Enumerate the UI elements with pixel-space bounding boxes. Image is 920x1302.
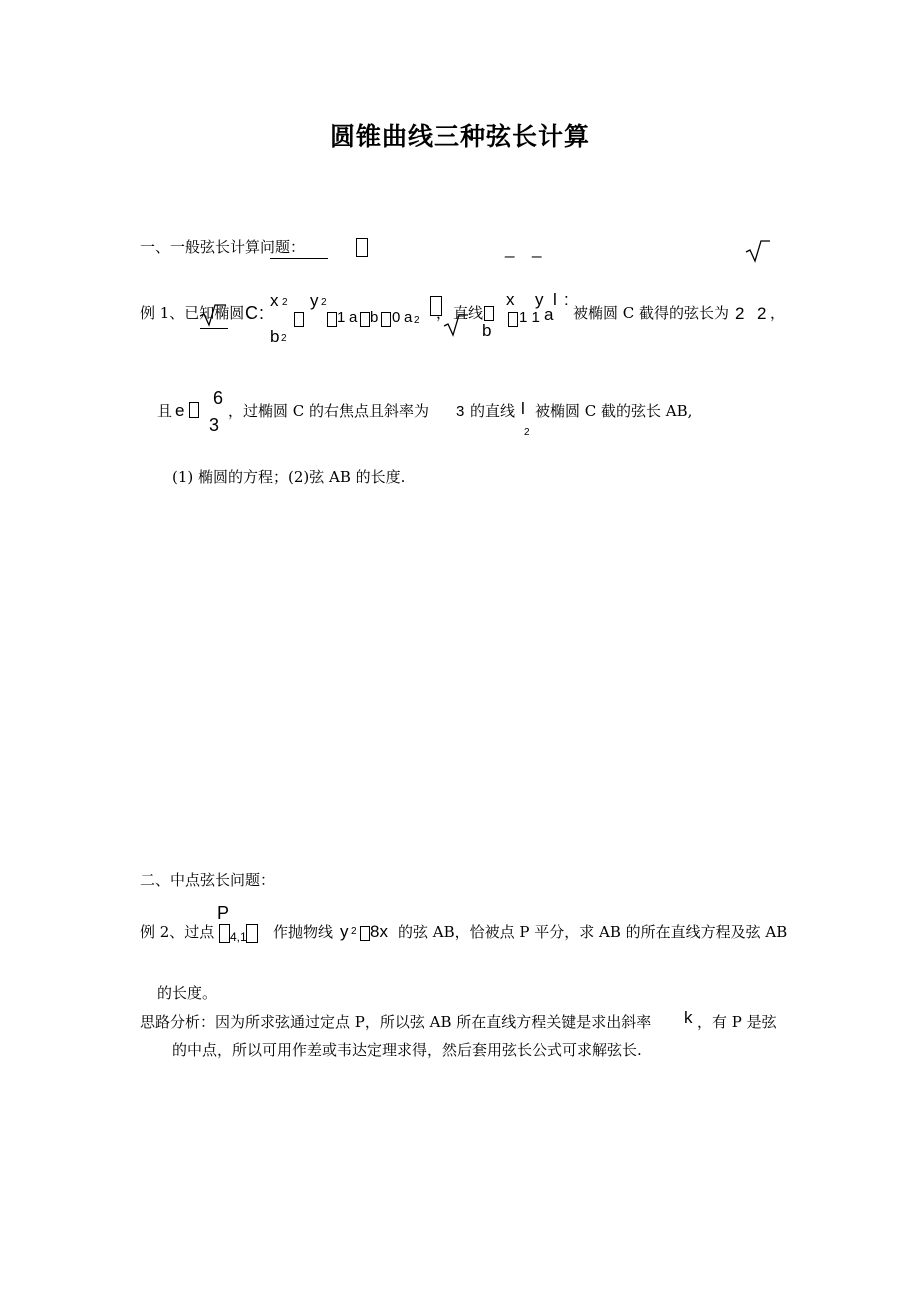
sqrt-radical-icon — [746, 240, 770, 262]
point-coordinates: 4,1 — [230, 930, 247, 944]
line-name-l: l — [521, 399, 525, 418]
var-x: x — [506, 290, 515, 309]
number-2: 2 — [735, 304, 745, 323]
point-P: P — [217, 903, 230, 923]
dash-mark: _ — [505, 239, 515, 258]
example2-label: 例 2、过点 — [140, 923, 215, 941]
word-line: 直线 — [453, 304, 484, 322]
ellipse-name-C: C — [245, 303, 258, 323]
missing-glyph-box — [294, 312, 304, 327]
missing-glyph-box — [356, 238, 368, 257]
analysis-line2: 的中点，所以可用作差或韦达定理求得，然后套用弦长公式可求解弦长. — [172, 1041, 642, 1059]
var-x: x — [270, 291, 279, 310]
example1-label: 例 1、已知椭圆 — [140, 304, 245, 322]
example2-mid: 作抛物线 — [273, 923, 334, 941]
var-b: b — [270, 327, 280, 346]
section2-heading: 二、中点弦长问题： — [140, 871, 276, 889]
number-1-1: 1 1 — [519, 309, 540, 326]
var-a: a — [404, 309, 413, 326]
example1-questions: (1) 椭圆的方程；(2)弦 AB 的长度. — [172, 468, 406, 486]
missing-glyph-box — [327, 312, 337, 327]
number-1: 1 — [337, 309, 346, 326]
missing-glyph-box — [484, 306, 494, 321]
eccentricity-e: e — [175, 401, 185, 420]
number-2: 2 — [757, 304, 767, 323]
comma: ， — [436, 304, 452, 322]
dash-mark: _ — [532, 239, 542, 258]
sqrt-radical-icon — [200, 304, 226, 326]
section1-heading: 一、一般弦长计算问题： — [140, 238, 306, 256]
number-3: 3 — [456, 403, 465, 420]
line-name-l: l — [553, 290, 557, 309]
exponent-2: 2 — [281, 333, 287, 344]
var-y: y — [535, 290, 544, 309]
exponent-2: 2 — [321, 297, 327, 308]
missing-glyph-box — [189, 402, 199, 418]
missing-glyph-box — [508, 312, 518, 327]
comma: ， — [770, 304, 786, 322]
subscript-2: 2 — [414, 315, 420, 326]
number-0: 0 — [392, 309, 401, 326]
missing-glyph-box — [219, 924, 230, 943]
missing-glyph-box — [246, 924, 258, 943]
missing-glyph-box — [360, 312, 370, 327]
example2-tail2: 的长度。 — [157, 984, 218, 1002]
var-y: y — [340, 922, 349, 941]
heading-underline — [270, 258, 328, 259]
exponent-2: 2 — [351, 926, 357, 937]
example1-line2-text3: 被椭圆 C 截的弦长 AB, — [535, 402, 693, 420]
var-b: b — [370, 309, 379, 326]
missing-glyph-box — [381, 312, 391, 327]
analysis-label: 思路分析：因为所求弦通过定点 P，所以弦 AB 所在直线方程关键是求出斜率 — [140, 1013, 652, 1031]
colon: : — [564, 290, 569, 309]
slope-k: k — [684, 1008, 693, 1027]
var-a: a — [349, 309, 358, 326]
number-3: 3 — [209, 415, 220, 435]
example2-tail: 的弦 AB，恰被点 P 平分，求 AB 的所在直线方程及弦 AB — [398, 923, 788, 941]
example1-line2-text2: 的直线 — [470, 402, 516, 420]
analysis-after-k: ，有 P 是弦 — [697, 1013, 777, 1031]
subscript-2: 2 — [524, 427, 530, 438]
var-y: y — [310, 291, 319, 310]
example1-line2-text: ，过椭圆 C 的右焦点且斜率为 — [228, 402, 430, 420]
number-6: 6 — [213, 388, 224, 408]
document-title: 圆锥曲线三种弦长计算 — [329, 122, 590, 151]
example1-tail: 被椭圆 C 截得的弦长为 — [573, 304, 730, 322]
parabola-8x: 8x — [370, 922, 388, 941]
underline-mark — [200, 328, 228, 329]
missing-glyph-box — [360, 926, 370, 941]
word-and: 且 — [157, 402, 173, 420]
var-a: a — [544, 305, 554, 324]
var-b: b — [482, 321, 492, 340]
colon: : — [259, 303, 265, 323]
exponent-2: 2 — [282, 297, 288, 308]
